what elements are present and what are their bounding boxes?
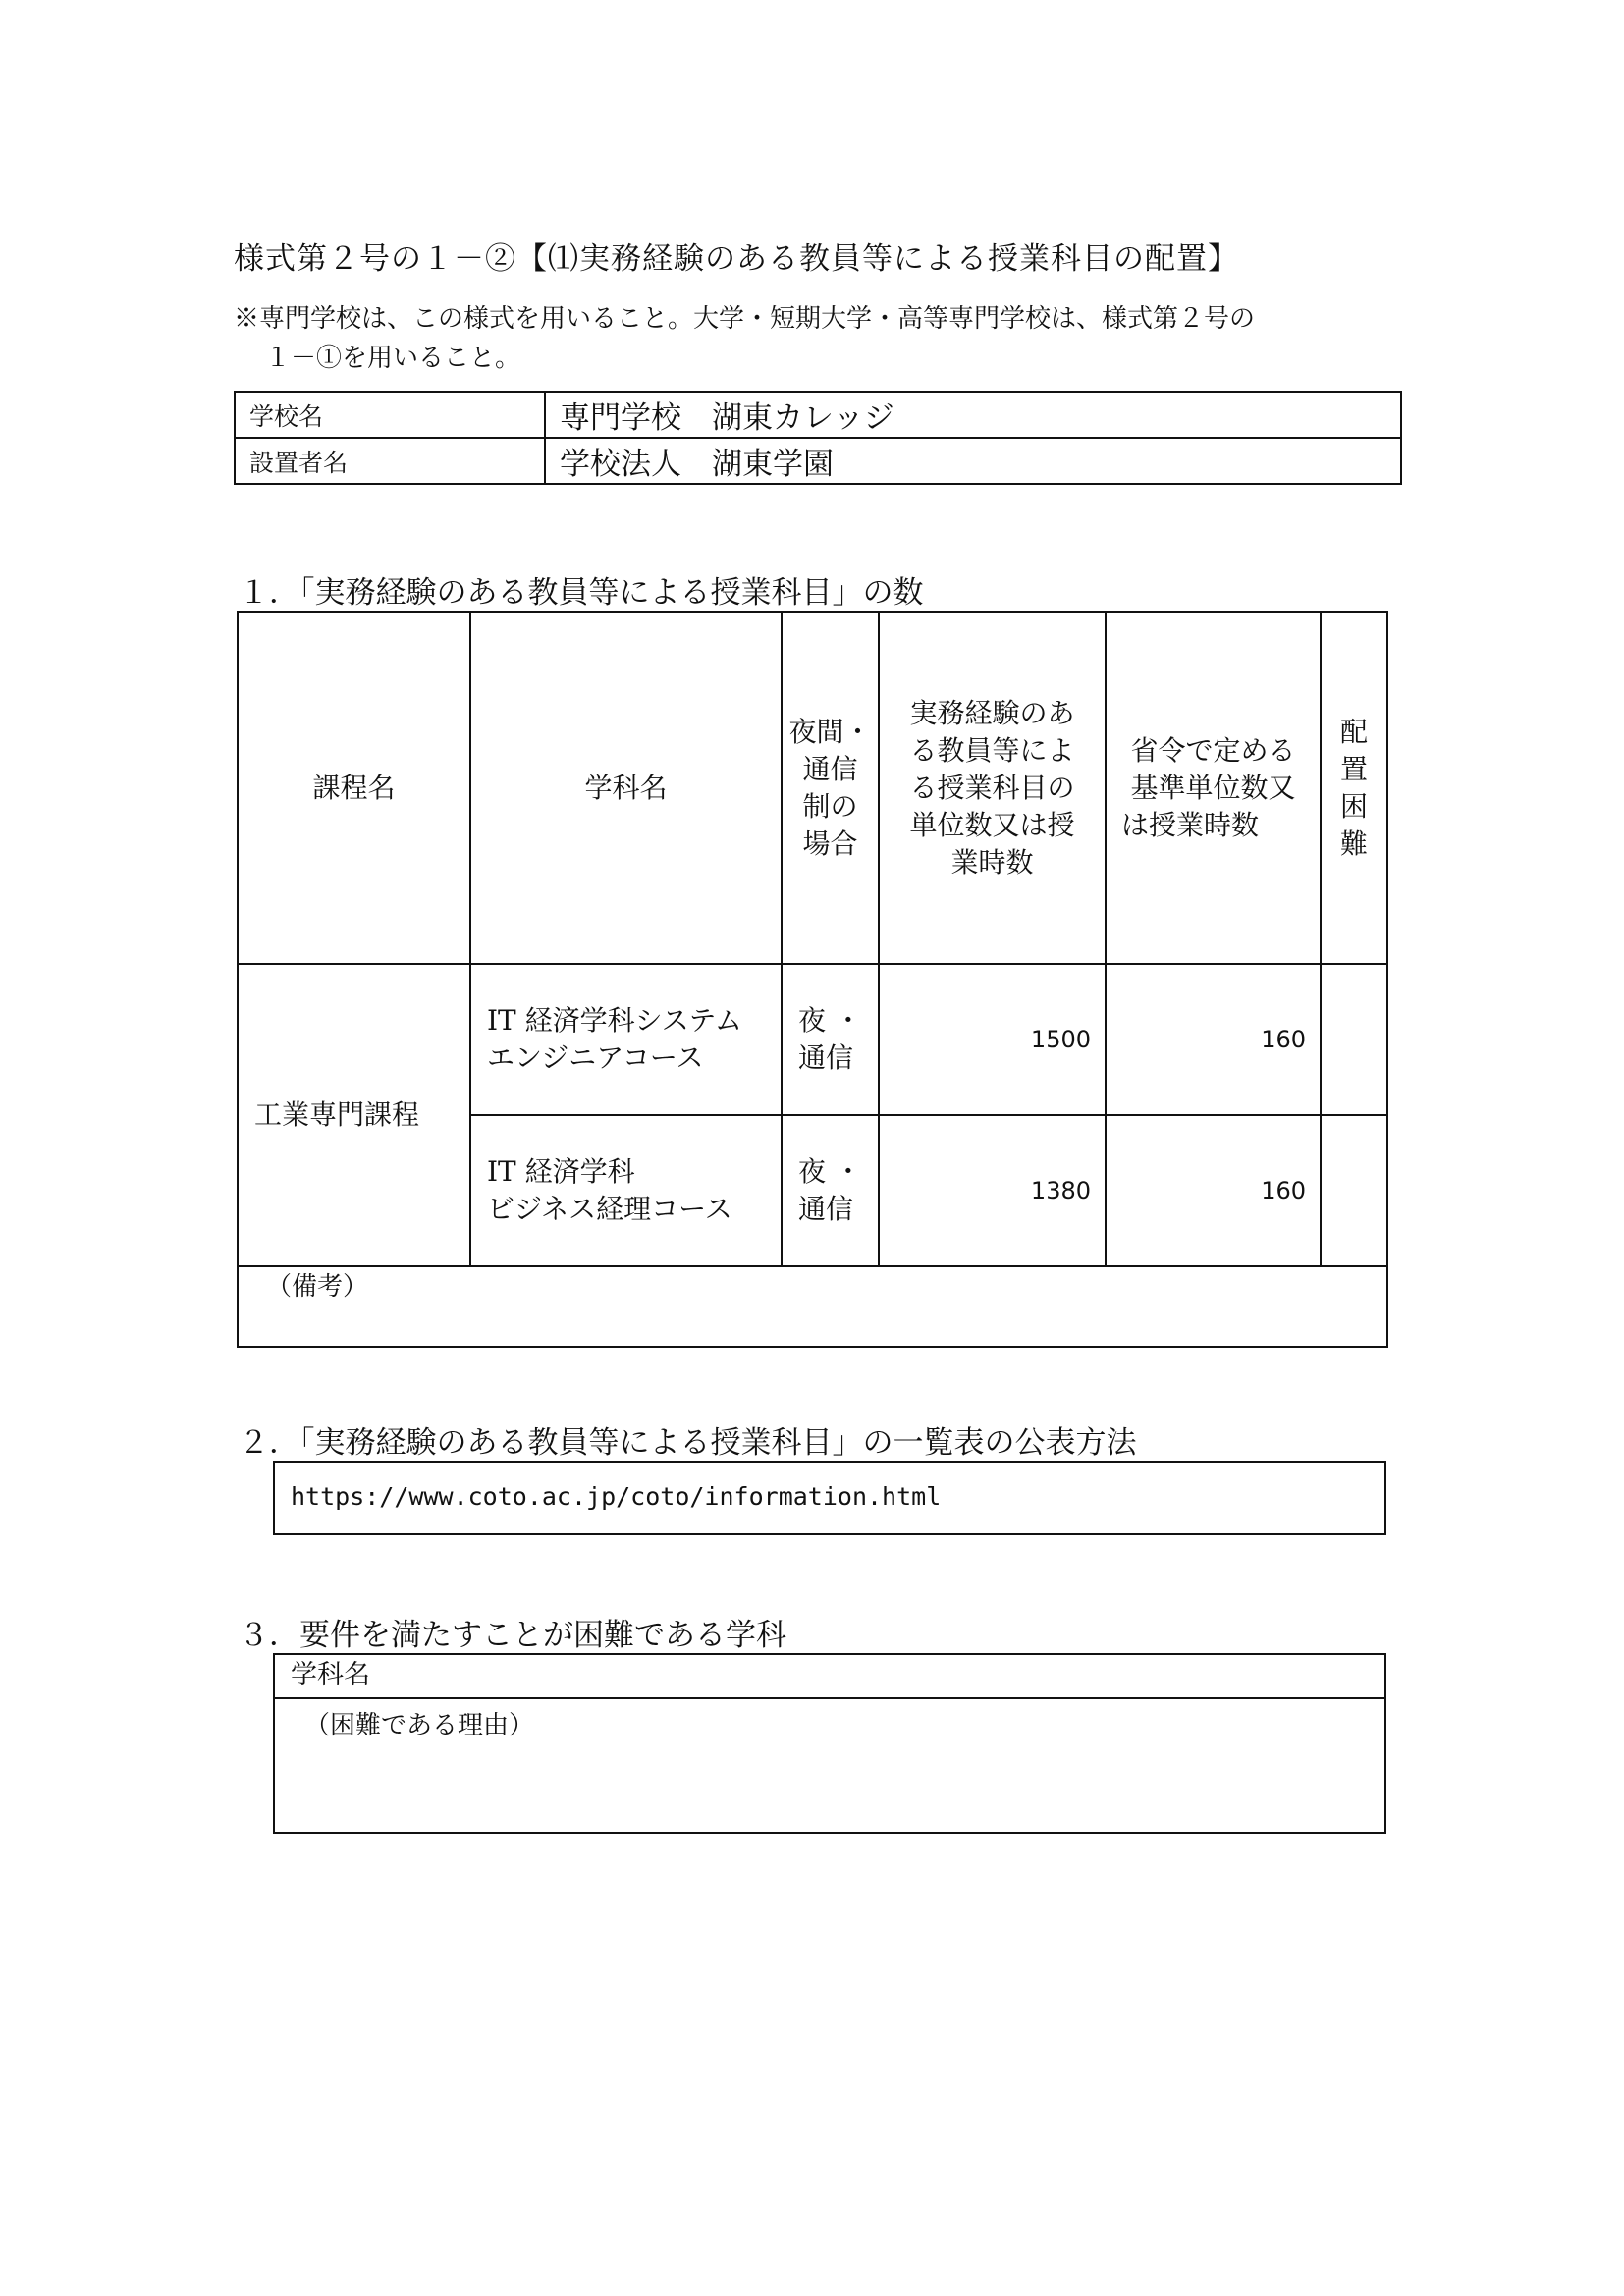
- header-difficulty-line: 置: [1339, 752, 1368, 785]
- dept-name-line: IT 経済学科システム: [487, 1004, 742, 1037]
- dept-name-line: IT 経済学科: [487, 1155, 635, 1188]
- section1-heading: １．「実務経験のある教員等による授業科目」の数: [239, 575, 924, 611]
- difficulty-value: [1321, 964, 1387, 1115]
- dept-name-line: ビジネス経理コース: [487, 1193, 732, 1225]
- header-units: [879, 612, 1106, 964]
- course-name: 工業専門課程: [238, 964, 470, 1266]
- header-difficulty: [1321, 612, 1387, 964]
- difficult-dept-box: [273, 1653, 1386, 1834]
- night-type-line: 通信: [798, 1193, 854, 1225]
- founder-value: 学校法人 湖東学園: [545, 438, 1401, 484]
- header-night-line: 夜間・: [788, 715, 872, 748]
- header-night-line: 通信: [802, 752, 858, 785]
- night-type: [782, 964, 879, 1115]
- header-standard-line: は授業時数: [1121, 808, 1260, 841]
- school-row: [235, 392, 1401, 438]
- section3-heading: ３．要件を満たすことが困難である学科: [239, 1618, 786, 1653]
- header-night-line: 制の: [802, 789, 858, 823]
- dept-name-line: エンジニアコース: [487, 1041, 704, 1074]
- school-info-table: [234, 391, 1402, 485]
- instruction-note-continued: １－①を用いること。: [265, 344, 521, 373]
- subjects-count-table: [237, 611, 1388, 1348]
- header-difficulty-line: 配: [1339, 715, 1368, 748]
- header-standard: [1106, 612, 1321, 964]
- founder-row: [235, 438, 1401, 484]
- header-night: [782, 612, 879, 964]
- standard-value: 160: [1106, 964, 1321, 1115]
- night-type: [782, 1115, 879, 1266]
- school-value: 専門学校 湖東カレッジ: [545, 392, 1401, 438]
- header-units-line: 実務経験のあ: [909, 696, 1075, 729]
- night-type-line: 夜 ・: [798, 1004, 862, 1037]
- school-label: 学校名: [235, 392, 545, 438]
- difficult-dept-label: 学科名: [275, 1655, 1384, 1699]
- table-row: [238, 964, 1387, 1115]
- table-header-row: [238, 612, 1387, 964]
- remarks-label: （備考）: [238, 1266, 1387, 1347]
- header-night-line: 場合: [802, 827, 858, 860]
- remarks-row: [238, 1266, 1387, 1347]
- founder-label: 設置者名: [235, 438, 545, 484]
- publication-url: https://www.coto.ac.jp/coto/information.html: [291, 1482, 942, 1511]
- header-difficulty-line: 困: [1339, 789, 1368, 823]
- dept-name: [470, 1115, 782, 1266]
- header-standard-line: 基準単位数又: [1130, 771, 1296, 804]
- units-value: 1500: [879, 964, 1106, 1115]
- header-standard-line: 省令で定める: [1130, 733, 1296, 767]
- page-title: 様式第２号の１－②【⑴実務経験のある教員等による授業科目の配置】: [234, 241, 1239, 277]
- standard-value: 160: [1106, 1115, 1321, 1266]
- dept-name: [470, 964, 782, 1115]
- header-units-line: 業時数: [950, 845, 1034, 879]
- night-type-line: 夜 ・: [798, 1155, 862, 1188]
- instruction-note: ※専門学校は、この様式を用いること。大学・短期大学・高等専門学校は、様式第２号の: [234, 304, 1256, 334]
- header-units-line: る教員等によ: [909, 733, 1075, 767]
- header-course: 課程名: [238, 612, 470, 964]
- difficulty-reason-label: （困難である理由）: [304, 1711, 535, 1740]
- header-units-line: 単位数又は授: [909, 808, 1075, 841]
- section2-heading: ２．「実務経験のある教員等による授業科目」の一覧表の公表方法: [239, 1425, 1137, 1461]
- header-units-line: る授業科目の: [909, 771, 1075, 804]
- night-type-line: 通信: [798, 1041, 854, 1074]
- header-dept: 学科名: [470, 612, 782, 964]
- difficulty-value: [1321, 1115, 1387, 1266]
- units-value: 1380: [879, 1115, 1106, 1266]
- publication-method-box: [273, 1461, 1386, 1535]
- header-difficulty-line: 難: [1339, 827, 1368, 860]
